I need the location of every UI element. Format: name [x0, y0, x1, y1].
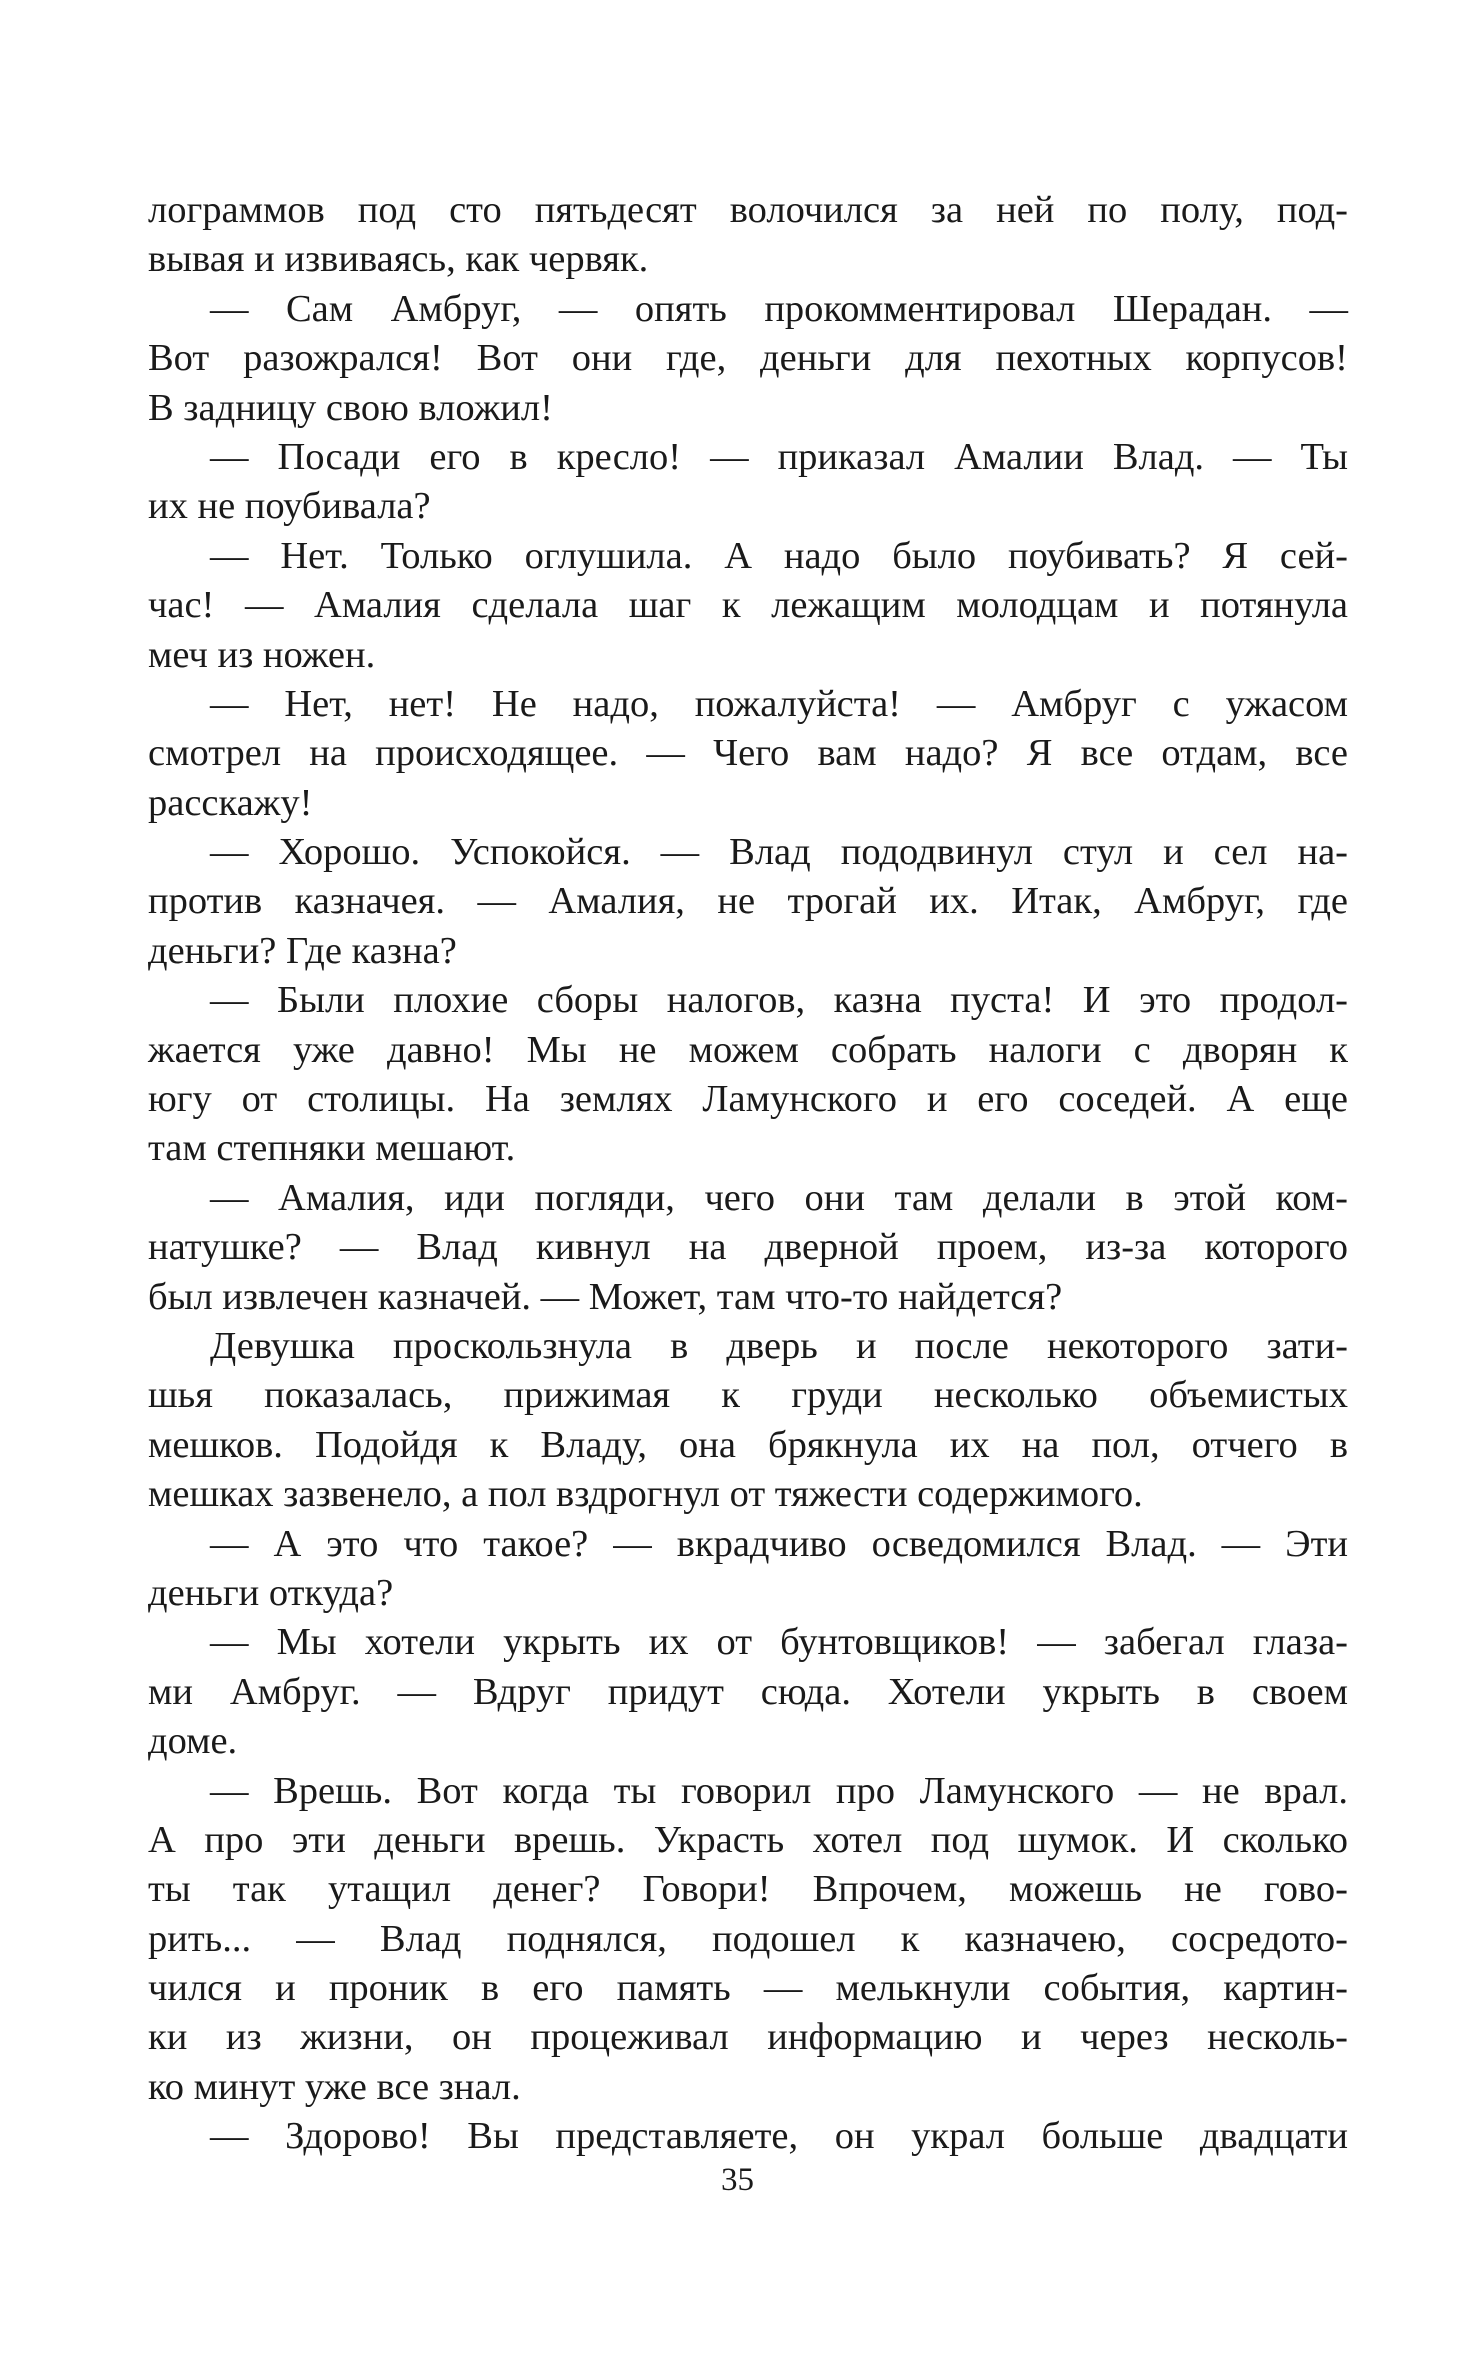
text-line: — Нет, нет! Не надо, пожалуйста! — Амбруг с ужасом — [210, 682, 1348, 725]
text-line: ко минут уже все знал. — [148, 2065, 521, 2108]
text-line: — Мы хотели укрыть их от бунтовщиков! — забегал глаза- — [210, 1621, 1348, 1664]
text-line: вывая и извиваясь, как червяк. — [148, 238, 649, 281]
text-line: ты так утащил денег? Говори! Впрочем, можешь не гово- — [148, 1868, 1348, 1911]
text-line: меч из ножен. — [148, 633, 376, 676]
body-text — [148, 186, 1348, 2162]
text-line: — Врешь. Вот когда ты говорил про Ламунского — не врал. — [210, 1769, 1348, 1812]
text-line: смотрел на происходящее. — Чего вам надо? Я все отдам, все — [148, 732, 1348, 775]
text-line: — А это что такое? — вкрадчиво осведомился Влад. — Эти — [210, 1522, 1348, 1565]
text-line: рить... — Влад поднялся, подошел к казначею, сосредото- — [148, 1917, 1348, 1960]
text-line: мешках зазвенело, а пол вздрогнул от тяжести содержимого. — [148, 1473, 1143, 1516]
text-line: там степняки мешают. — [148, 1127, 516, 1170]
text-line: деньги откуда? — [148, 1571, 394, 1614]
text-line: — Были плохие сборы налогов, казна пуста! И это продол- — [210, 979, 1348, 1022]
text-line: — Нет. Только оглушила. А надо было поубивать? Я сей- — [210, 534, 1348, 577]
text-line: югу от столицы. На землях Ламунского и его соседей. А еще — [148, 1078, 1348, 1121]
text-line: В задницу свою вложил! — [148, 386, 553, 429]
text-line: жается уже давно! Мы не можем собрать налоги с дворян к — [148, 1028, 1348, 1071]
text-line: ки из жизни, он процеживал информацию и через несколь- — [148, 2016, 1348, 2059]
book-page — [148, 186, 1348, 2186]
text-line: мешков. Подойдя к Владу, она брякнула их на пол, отчего в — [148, 1423, 1348, 1466]
text-line: был извлечен казначей. — Может, там что-то найдется? — [148, 1275, 1063, 1318]
text-line: деньги? Где казна? — [148, 929, 457, 972]
text-line: Девушка проскользнула в дверь и после некоторого зати- — [210, 1324, 1348, 1367]
text-line: — Сам Амбруг, — опять прокомментировал Шерадан. — — [210, 287, 1348, 330]
text-line: Вот разожрался! Вот они где, деньги для пехотных корпусов! — [148, 337, 1348, 380]
text-line: ми Амбруг. — Вдруг придут сюда. Хотели укрыть в своем — [148, 1670, 1348, 1713]
text-line: расскажу! — [148, 781, 313, 824]
text-line: А про эти деньги врешь. Украсть хотел под шумок. И сколько — [148, 1818, 1348, 1861]
text-line: — Хорошо. Успокойся. — Влад пододвинул стул и сел на- — [210, 831, 1348, 874]
text-line: — Посади его в кресло! — приказал Амалии Влад. — Ты — [210, 435, 1348, 478]
text-line: — Амалия, иди погляди, чего они там делали в этой ком- — [210, 1176, 1348, 1219]
page-number: 35 — [721, 2162, 754, 2198]
text-line: доме. — [148, 1720, 238, 1763]
text-line: против казначея. — Амалия, не трогай их. Итак, Амбруг, где — [148, 880, 1348, 923]
text-line: натушке? — Влад кивнул на дверной проем, из-за которого — [148, 1226, 1348, 1269]
text-line: их не поубивала? — [148, 485, 431, 528]
text-line: чился и проник в его память — мелькнули события, картин- — [148, 1967, 1348, 2010]
text-line: час! — Амалия сделала шаг к лежащим молодцам и потянула — [148, 584, 1348, 627]
text-line: шья показалась, прижимая к груди несколько объемистых — [148, 1374, 1348, 1417]
text-line: — Здорово! Вы представляете, он украл больше двадцати — [210, 2115, 1348, 2158]
text-line: лограммов под сто пятьдесят волочился за ней по полу, под- — [148, 189, 1348, 231]
